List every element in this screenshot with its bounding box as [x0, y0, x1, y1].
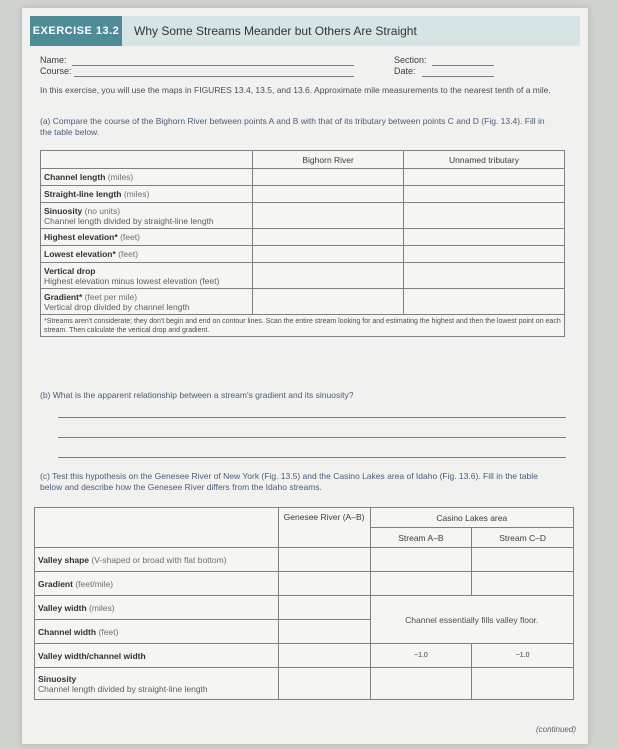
answer-cell[interactable] — [253, 289, 404, 315]
table-row — [41, 246, 565, 263]
answer-cell[interactable] — [253, 229, 404, 246]
answer-cell[interactable] — [404, 169, 565, 186]
table-row — [35, 548, 574, 572]
row-sub: Vertical drop divided by channel length — [44, 301, 190, 312]
answer-cell[interactable] — [472, 572, 574, 596]
answer-cell[interactable] — [278, 572, 370, 596]
row-label: Gradient* — [44, 291, 83, 302]
answer-cell[interactable] — [278, 596, 370, 620]
answer-cell[interactable] — [404, 246, 565, 263]
answer-cell[interactable] — [370, 668, 472, 700]
row-unit: (miles) — [107, 172, 134, 182]
section-line[interactable] — [432, 65, 494, 66]
table-row — [35, 644, 574, 668]
answer-line-3[interactable] — [58, 457, 566, 458]
ratio-stream-ab: ~1.0 — [370, 644, 472, 668]
table-a-corner — [41, 151, 253, 169]
row-label: Valley width — [38, 602, 87, 613]
col-stream-a-b: Stream A–B — [370, 528, 472, 548]
row-unit: (miles) — [123, 189, 150, 199]
row-sub: Channel length divided by straight-line length — [44, 215, 214, 226]
row-sub: Highest elevation minus lowest elevation (feet) — [44, 275, 220, 286]
course-line[interactable] — [74, 76, 354, 77]
continued-label: (continued) — [535, 725, 576, 734]
channel-fills-note: Channel essentially fills valley floor. — [370, 596, 573, 644]
answer-cell[interactable] — [253, 246, 404, 263]
course-label: Course: — [40, 66, 72, 76]
row-sub: Channel length divided by straight-line length — [38, 683, 208, 694]
exercise-title: Why Some Streams Meander but Others Are Straight — [134, 24, 417, 38]
row-label: Vertical drop — [44, 265, 96, 276]
answer-cell[interactable] — [472, 548, 574, 572]
exercise-header — [30, 16, 580, 46]
row-label: Valley shape — [38, 554, 90, 565]
answer-cell[interactable] — [278, 644, 370, 668]
row-label: Valley width/channel width — [38, 650, 146, 661]
exercise-number: EXERCISE 13.2 — [30, 16, 122, 46]
row-unit: (feet per mile) — [84, 291, 138, 302]
answer-cell[interactable] — [278, 548, 370, 572]
table-row — [41, 169, 565, 186]
worksheet-page — [22, 8, 588, 744]
col-unnamed-tributary: Unnamed tributary — [404, 151, 565, 169]
table-a — [40, 150, 565, 337]
answer-cell[interactable] — [278, 668, 370, 700]
intro-text: In this exercise, you will use the maps in FIGURES 13.4, 13.5, and 13.6. Approximate mile measurements to the nearest tenth of a mile. — [40, 85, 551, 95]
row-label: Channel length — [44, 172, 106, 182]
section-label: Section: — [394, 55, 427, 65]
row-label: Channel width — [38, 626, 97, 637]
col-bighorn-river: Bighorn River — [253, 151, 404, 169]
row-label: Gradient — [38, 578, 73, 589]
part-b-question: (b) What is the apparent relationship between a stream's gradient and its sinuosity? — [40, 390, 354, 400]
part-c-question: (c) Test this hypothesis on the Genesee River of New York (Fig. 13.5) and the Casino Lakes area of Idaho (Fig. 13.6). Fill in the table below and describe how the Genesee River differs from the Idaho streams. — [40, 471, 538, 492]
table-a-footnote: *Streams aren't considerate; they don't begin and end on contour lines. Scan the entire stream looking for and estimating the highest and then the lowest point on each stream. Then calculate the vertical drop and gradient. — [41, 315, 565, 337]
answer-cell[interactable] — [253, 263, 404, 289]
table-row — [41, 229, 565, 246]
row-label: Sinuosity — [38, 673, 77, 684]
table-c-corner — [35, 508, 279, 548]
answer-cell[interactable] — [253, 186, 404, 203]
table-row — [35, 668, 574, 700]
col-genesee-river: Genesee River (A–B) — [278, 508, 370, 548]
name-line[interactable] — [72, 65, 354, 66]
row-label: Highest elevation* — [44, 232, 118, 242]
table-row — [35, 572, 574, 596]
date-label: Date: — [394, 66, 416, 76]
col-casino-lakes: Casino Lakes area — [370, 508, 573, 528]
answer-cell[interactable] — [370, 548, 472, 572]
row-label: Straight-line length — [44, 189, 122, 199]
row-unit: (no units) — [84, 205, 121, 216]
answer-cell[interactable] — [404, 203, 565, 229]
part-a-question: (a) Compare the course of the Bighorn River between points A and B with that of its tributary between points C and D (Fig. 13.4). Fill in the table below. — [40, 116, 545, 137]
answer-cell[interactable] — [472, 668, 574, 700]
answer-cell[interactable] — [278, 620, 370, 644]
answer-line-1[interactable] — [58, 417, 566, 418]
table-row — [41, 203, 565, 229]
table-c — [34, 507, 574, 700]
answer-cell[interactable] — [253, 203, 404, 229]
table-row — [41, 263, 565, 289]
table-row — [41, 186, 565, 203]
answer-line-2[interactable] — [58, 437, 566, 438]
answer-cell[interactable] — [404, 263, 565, 289]
table-row — [41, 289, 565, 315]
row-unit: (V-shaped or broad with flat bottom) — [91, 554, 227, 565]
answer-cell[interactable] — [404, 229, 565, 246]
answer-cell[interactable] — [253, 169, 404, 186]
name-label: Name: — [40, 55, 67, 65]
row-label: Sinuosity — [44, 205, 83, 216]
row-unit: (miles) — [89, 602, 115, 613]
row-unit: (feet) — [98, 626, 119, 637]
row-unit: (feet) — [120, 232, 140, 242]
answer-cell[interactable] — [404, 289, 565, 315]
ratio-stream-cd: ~1.0 — [472, 644, 574, 668]
row-unit: (feet/mile) — [75, 578, 114, 589]
table-row — [35, 596, 574, 620]
col-stream-c-d: Stream C–D — [472, 528, 574, 548]
answer-cell[interactable] — [404, 186, 565, 203]
row-unit: (feet) — [118, 249, 139, 259]
date-line[interactable] — [422, 76, 494, 77]
row-label: Lowest elevation* — [44, 249, 116, 259]
answer-cell[interactable] — [370, 572, 472, 596]
